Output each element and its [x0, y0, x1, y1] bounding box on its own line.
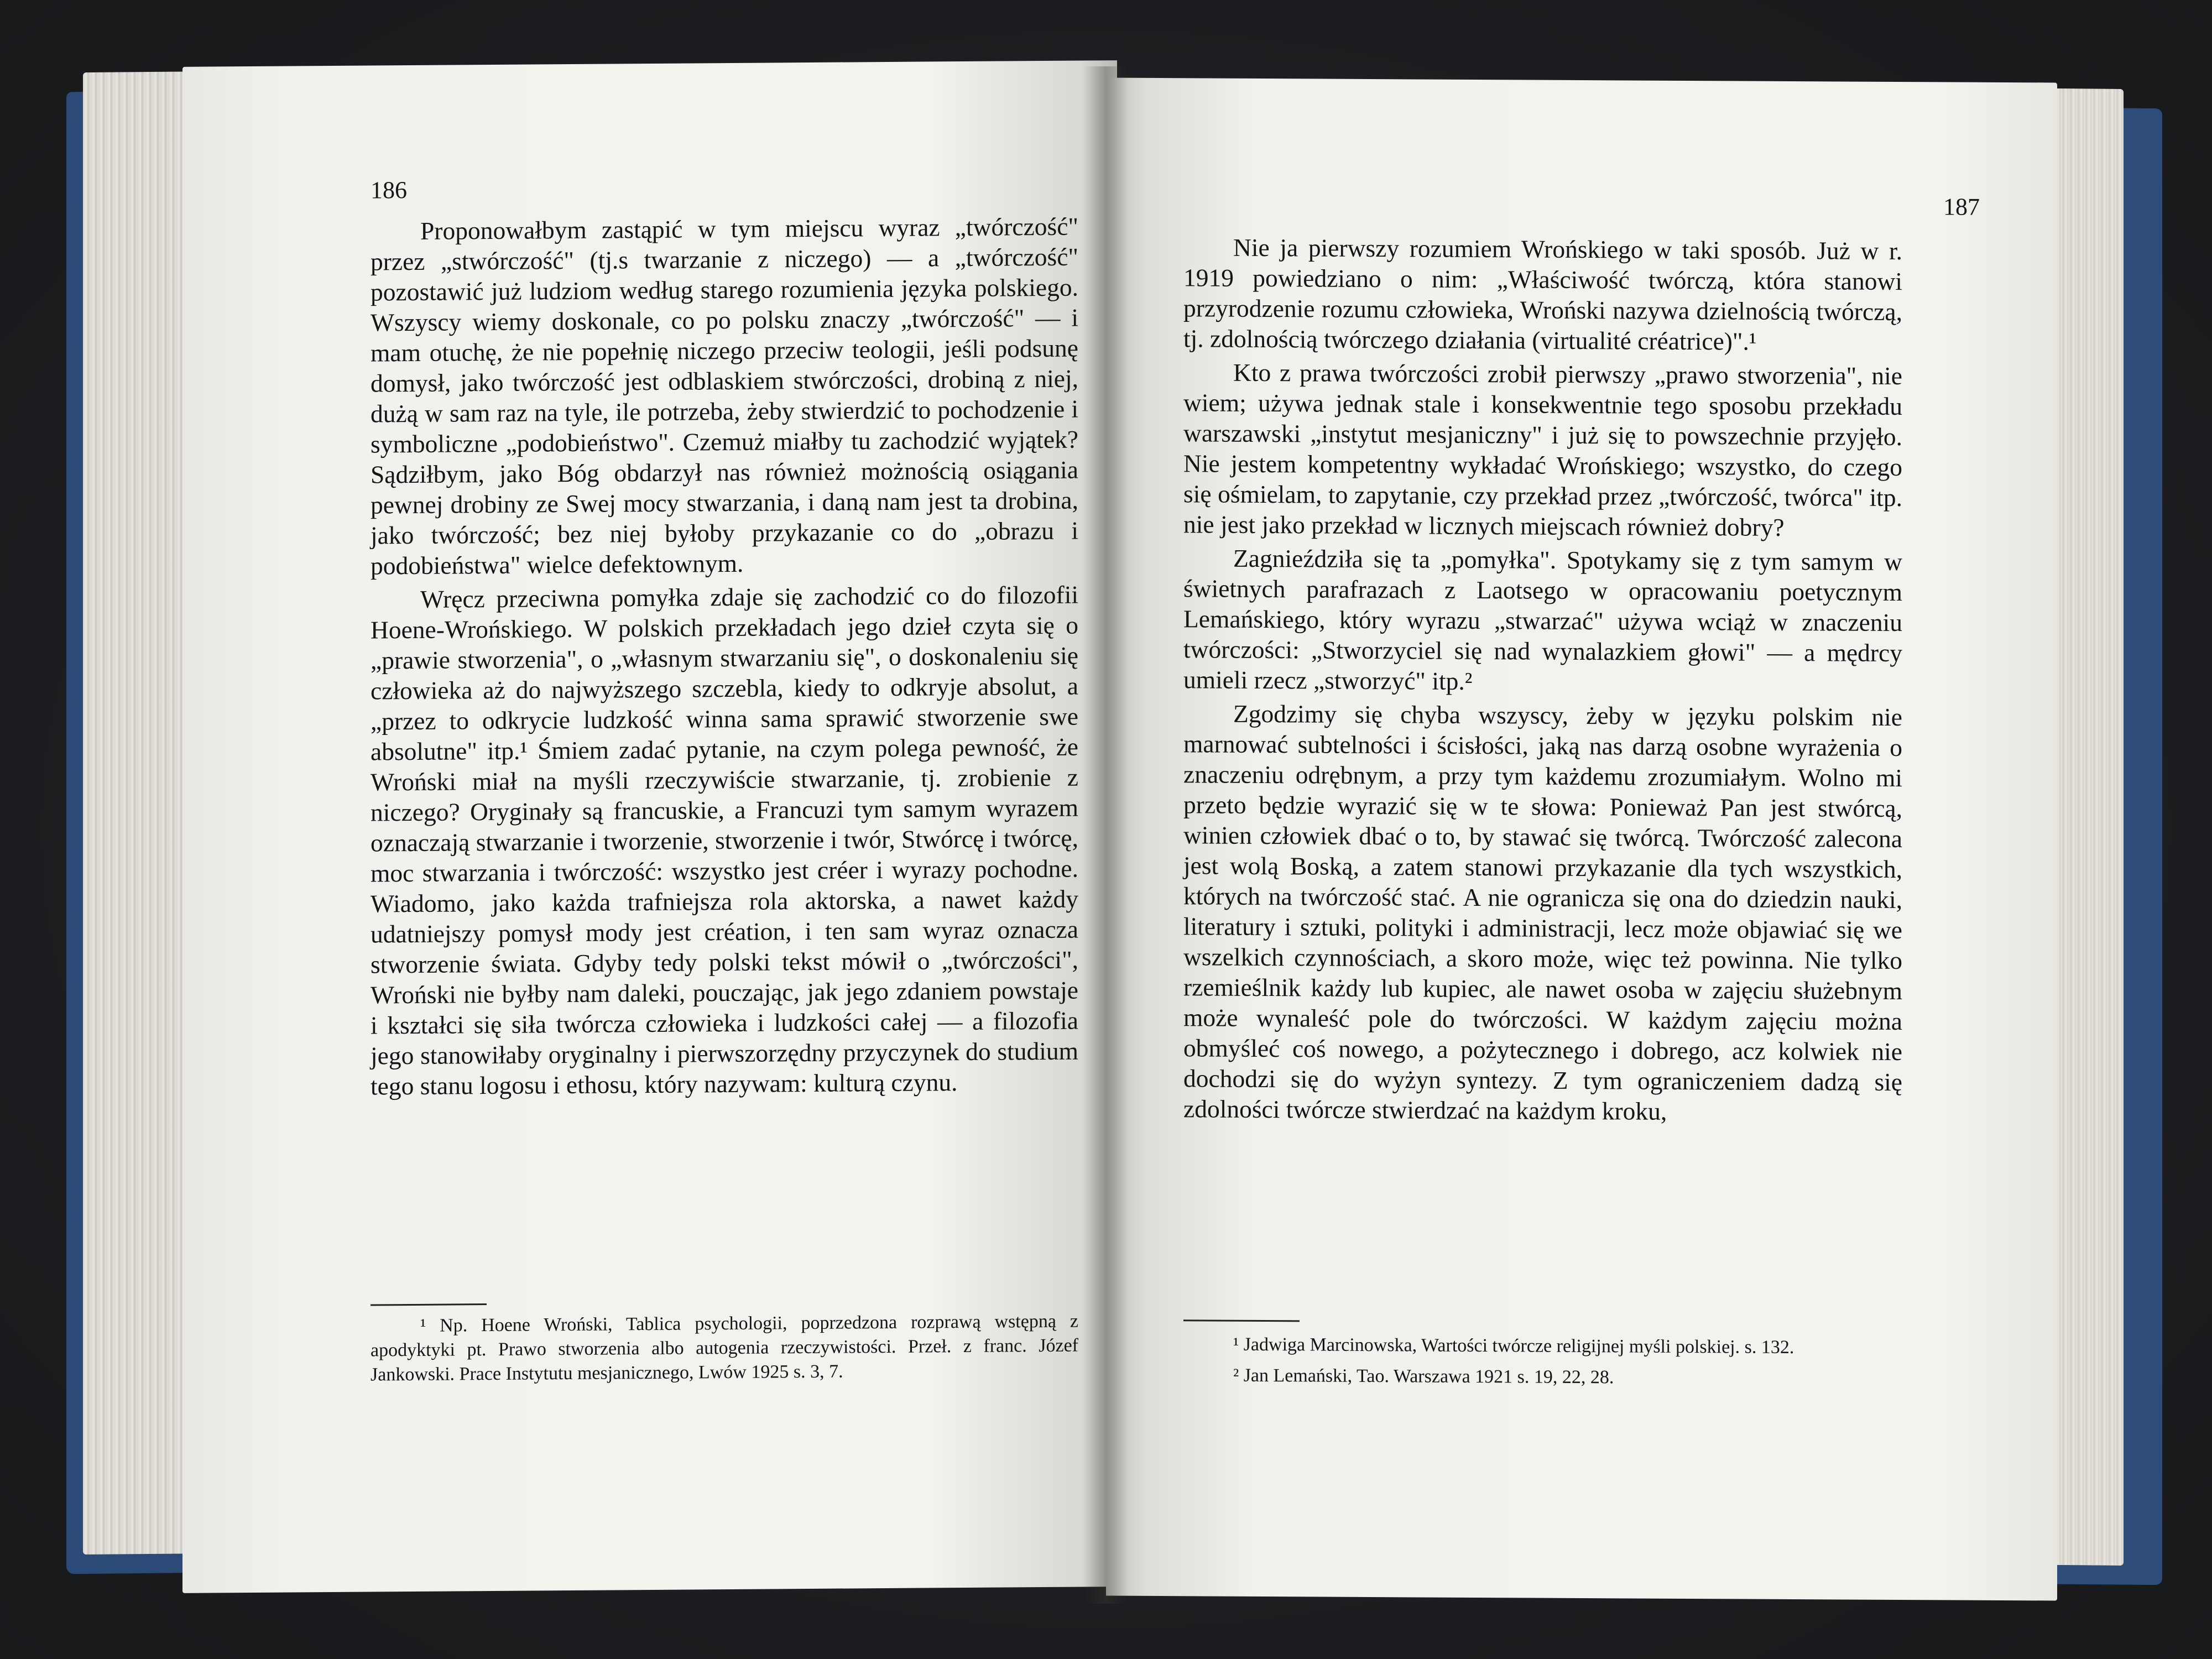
footnote: ¹ Np. Hoene Wroński, Tablica psychologii, poprzedzona rozprawą wstępną z apodyktyki pt. Prawo stworzenia albo autogenia rzeczywistości. Przeł. z franc. Józef Jankowski. Prace Instytutu mesjanicznego, Lwów 1925 s. 3, 7.	[371, 1311, 1078, 1385]
footnote: ¹ Jadwiga Marcinowska, Wartości twórcze religijnej myśli polskiej. s. 132.	[1233, 1334, 1794, 1358]
body-text	[1183, 232, 1902, 1131]
footnotes	[1183, 1332, 1902, 1398]
footnote-divider	[371, 1303, 487, 1306]
paragraph: Zgodzimy się chyba wszyscy, żeby w języku polskim nie marnować subtelności i ścisłości, jaką nas darzą osobne wyrażenia o znaczeniu odrębnym, a przy tym każdemu zrozumiałym. Wolno mi przeto będzie wyrazić się w te słowa: Ponieważ Pan jest stwórcą, winien człowiek dbać o to, by stawać się twórcą. Twórczość zalecona jest wolą Boską, a zatem stanowi przykazanie dla tych wszystkich, których na twórczość stać. A nie ogranicza się ona do dziedzin nauki, literatury i sztuki, polityki i administracji, lecz może objawiać się we wszelkich czynnościach, a skoro może, więc też powinna. Nie tylko rzemieślnik każdy lub kupiec, ale nawet osoba w zajęciu służebnym może wynaleść pole do twórczości. W każdym zajęciu można obmyśleć coś nowego, a pożytecznego i dobrego, acz kolwiek nie dochodzi się do wyżyn syntezy. Z tym ograniczeniem dadzą się zdolności twórcze stwierdzać na każdym kroku,	[1183, 699, 1902, 1125]
paragraph: Nie ja pierwszy rozumiem Wrońskiego w taki sposób. Już w r. 1919 powiedziano o nim: „Właściwość twórczą, która stanowi przyrodzenie rozumu człowieka, Wroński nazywa dzielnością twórczą, tj. zdolnością twórczego działania (virtualité créatrice)".¹	[1183, 233, 1902, 356]
footnote: ² Jan Lemański, Tao. Warszawa 1921 s. 19, 22, 28.	[1233, 1365, 1614, 1388]
footnote-divider	[1183, 1319, 1300, 1322]
page-number: 186	[371, 176, 407, 204]
paragraph: Zagnieździła się ta „pomyłka". Spotykamy się z tym samym w świetnych parafrazach z Laotsego w opracowaniu poetycznym Lemańskiego, który wyrazu „stwarzać" używa wciąż w znaczeniu twórczości: „Stworzyciel się nad wynalazkiem głowi" — a mędrcy umieli rzecz „stworzyć" itp.²	[1183, 544, 1902, 695]
page-number: 187	[1943, 193, 1980, 221]
paragraph: Kto z prawa twórczości zrobił pierwszy „prawo stworzenia", nie wiem; używa jednak stale i konsekwentnie tego sposobu przekładu warszawski „instytut mesjaniczny" i już się to powszechnie przyjęło. Nie jestem kompetentny wykładać Wrońskiego; wszystko, do czego się ośmielam, to zapytanie, czy przekład przez „twórczość, twórca" itp. nie jest jako przekład w licznych miejscach również dobry?	[1183, 358, 1902, 541]
left-page	[182, 60, 1117, 1593]
paragraph: Wręcz przeciwna pomyłka zdaje się zachodzić co do filozofii Hoene-Wrońskiego. W polskich przekładach jego dzieł czyta się o „prawie stworzenia", o „własnym stwarzaniu się", o doskonaleniu się człowieka aż do najwyższego szczebla, kiedy to odkryje absolut, a „przez to odkrycie ludzkość winna sama sprawić stworzenie swe absolutne" itp.¹ Śmiem zadać pytanie, na czym polega pewność, że Wroński miał na myśli rzeczywiście stwarzanie, tj. zrobienie z niczego? Oryginały są francuskie, a Francuzi tym samym wyrazem oznaczają stwarzanie i tworzenie, stworzenie i twór, Stwórcę i twórcę, moc stwarzania i twórczość: wszystko jest créer i wyrazy pochodne. Wiadomo, jako każda trafniejsza rola aktorska, a nawet każdy udatniejszy pomysł mody jest création, i ten sam wyraz oznacza stworzenie świata. Gdyby tedy polski tekst mówił o „twórczości", Wroński nie byłby nam daleki, pouczając, jak jego zdaniem powstaje i kształci się siła twórcza człowieka i ludzkości całej — a filozofia jego stanowiłaby oryginalny i pierwszorzędny przyczynek do studium tego stanu logosu i ethosu, który nazywam: kulturą czynu.	[371, 580, 1078, 1100]
book-gutter-shadow	[1084, 66, 1128, 1604]
paragraph: Proponowałbym zastąpić w tym miejscu wyraz „twórczość" przez „stwórczość" (tj.s twarzanie z niczego) — a „twórczość" pozostawić już ludziom według starego rozumienia języka polskiego. Wszyscy wiemy doskonale, co po polsku znaczy „twórczość" — i mam otuchę, że nie popełnię niczego przeciw teologii, jeśli podsunę domysł, jako twórczość jest odblaskiem stwórczości, drobiną z niej, dużą w sam raz na tyle, ile potrzeba, żeby stwierdzić to pochodzenie i symboliczne „podobieństwo". Czemuż miałby tu zachodzić wyjątek? Sądziłbym, jako Bóg obdarzył nas również możnością osiągania pewnej drobiny ze Swej mocy stwarzania, i daną nam jest ta drobina, jako twórczość; bez niej byłoby przykazanie co do „obrazu i podobieństwa" wielce defektownym.	[371, 212, 1078, 580]
right-page	[1106, 77, 2057, 1600]
footnotes	[371, 1310, 1078, 1394]
body-text	[371, 211, 1078, 1105]
